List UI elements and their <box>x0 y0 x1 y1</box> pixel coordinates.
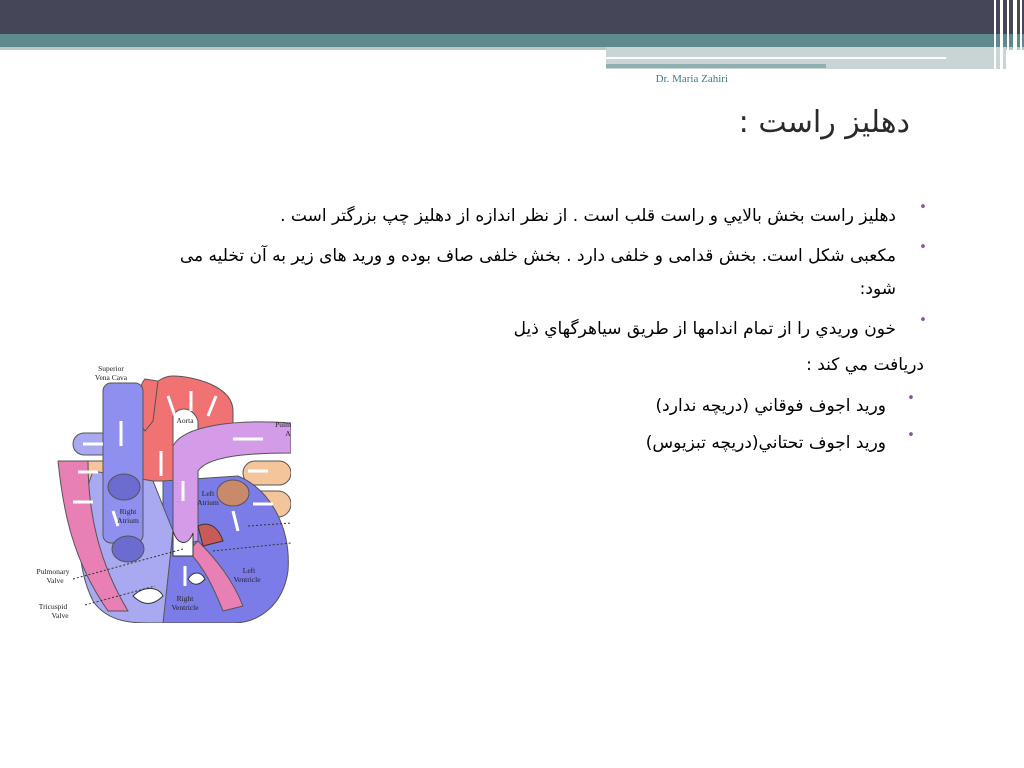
label-left-ventricle-2: Ventricle <box>233 575 261 584</box>
header-accent-strip <box>606 64 826 68</box>
label-right-ventricle-2: Ventricle <box>171 603 199 612</box>
label-left-atrium-1: Left <box>201 489 215 498</box>
label-right-ventricle-1: Right <box>176 594 194 603</box>
label-right-atrium-2: Atrium <box>117 516 139 525</box>
bullet-marker: • <box>907 428 915 443</box>
top-band <box>0 0 1024 34</box>
bullet-text-2: مکعبی شکل است. بخش قدامی و خلفی دارد . بخش خلفی صاف بوده و ورید های زیر به آن تخلیه می <box>179 246 896 266</box>
bullet-text-1: دهليز راست بخش بالايي و راست قلب است . از نظر اندازه از دهليز چپ بزرگتر است . <box>280 206 896 226</box>
label-left-atrium-2: Atrium <box>197 498 219 507</box>
bullet-text-3: خون وريدي را از تمام اندامها از طريق سياهرگهاي ذيل <box>513 319 896 339</box>
label-svc-2: Vena Cava <box>94 373 128 382</box>
slide-title: دهليز راست : <box>738 105 910 140</box>
label-pulm-a-2: A <box>285 429 291 438</box>
bullet-text-3-cont: دريافت مي كند : <box>806 355 924 375</box>
bullet-text-4: وريد اجوف فوقاني (دريچه ندارد) <box>655 396 886 416</box>
bullet-marker: • <box>919 200 927 215</box>
label-aorta: Aorta <box>176 416 194 425</box>
label-pulm-valve-1: Pulmonary <box>36 567 70 576</box>
label-right-atrium-1: Right <box>119 507 137 516</box>
author-label: Dr. Maria Zahiri <box>655 73 728 85</box>
label-pulm-a-1: Pulm <box>275 420 291 429</box>
heart-diagram <box>33 361 291 623</box>
teal-band <box>0 34 1024 47</box>
label-tricuspid-2: Valve <box>51 611 69 620</box>
label-svc-1: Superior <box>98 364 124 373</box>
label-left-ventricle-1: Left <box>242 566 256 575</box>
label-tricuspid-1: Tricuspid <box>38 602 68 611</box>
bullet-marker: • <box>919 313 927 328</box>
bullet-marker: • <box>919 240 927 255</box>
bullet-text-2-cont: شود: <box>859 279 896 299</box>
bullet-marker: • <box>907 391 915 406</box>
header-accent-line <box>606 57 946 59</box>
bullet-text-5: وريد اجوف تحتاني(دريچه تبزيوس) <box>645 433 886 453</box>
header-stripes <box>990 0 1024 70</box>
label-pulm-valve-2: Valve <box>46 576 64 585</box>
